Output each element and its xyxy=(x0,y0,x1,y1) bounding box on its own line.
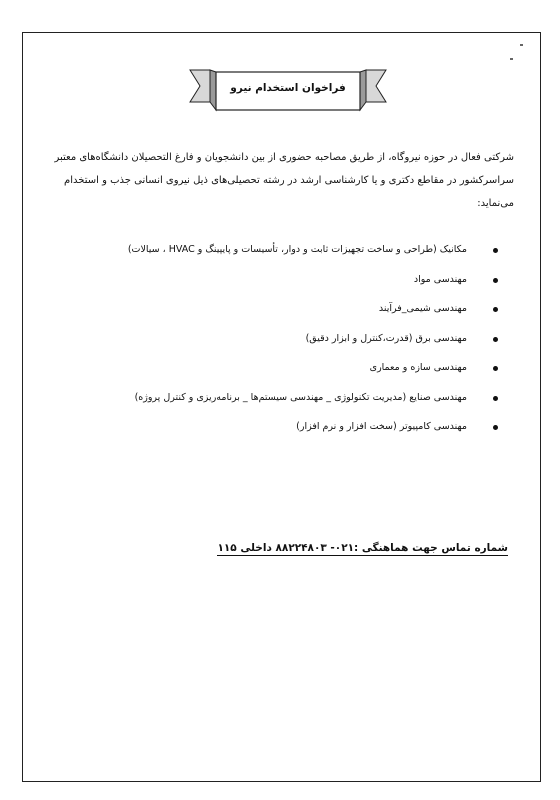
bullet-icon xyxy=(493,337,498,342)
bullet-icon xyxy=(493,396,498,401)
title-banner xyxy=(188,60,388,124)
bullet-icon xyxy=(493,248,498,253)
bullet-icon xyxy=(493,425,498,430)
list-item xyxy=(40,421,498,451)
field-label: مهندسی کامپیوتر (سخت افزار و نرم افزار) xyxy=(296,421,467,432)
list-item xyxy=(40,333,498,363)
bullet-icon xyxy=(493,307,498,312)
field-label: مکانیک (طراحی و ساخت تجهیزات ثابت و دوار، تأسیسات و پایپینگ و HVAC ، سیالات) xyxy=(127,244,467,255)
intro-line: می‌نماید: xyxy=(477,198,514,209)
field-label: مهندسی شیمی_فرآیند xyxy=(378,303,467,314)
field-label: مهندسی سازه و معماری xyxy=(369,362,467,373)
bullet-icon xyxy=(493,366,498,371)
scan-speck xyxy=(510,58,513,60)
scan-speck xyxy=(520,44,523,46)
intro-line: شرکتی فعال در حوزه نیروگاه، از طریق مصاحبه حضوری از بین دانشجویان و فارغ التحصیلان دانشگاه‌های معتبر xyxy=(54,152,514,163)
intro-paragraph xyxy=(40,146,514,215)
page-title: فراخوان استخدام نیرو xyxy=(230,82,346,94)
intro-line: سراسرکشور در مقاطع دکتری و یا کارشناسی ارشد در رشته تحصیلی‌های ذیل نیروی انسانی جذب و استخدام xyxy=(64,175,514,186)
field-label: مهندسی برق (قدرت،کنترل و ابزار دقیق) xyxy=(305,332,467,344)
contact-info: شماره تماس جهت هماهنگی :۰۲۱- ۸۸۲۲۴۸۰۳ داخلی ۱۱۵ xyxy=(217,542,508,554)
list-item xyxy=(40,392,498,422)
list-item xyxy=(40,274,498,304)
field-label: مهندسی صنایع (مدیریت تکنولوژی _ مهندسی سیستم‌ها _ برنامه‌ریزی و کنترل پروژه) xyxy=(134,391,467,403)
list-item xyxy=(40,362,498,392)
fields-list xyxy=(40,244,498,451)
list-item xyxy=(40,244,498,274)
list-item xyxy=(40,303,498,333)
bullet-icon xyxy=(493,278,498,283)
field-label: مهندسی مواد xyxy=(413,273,467,285)
